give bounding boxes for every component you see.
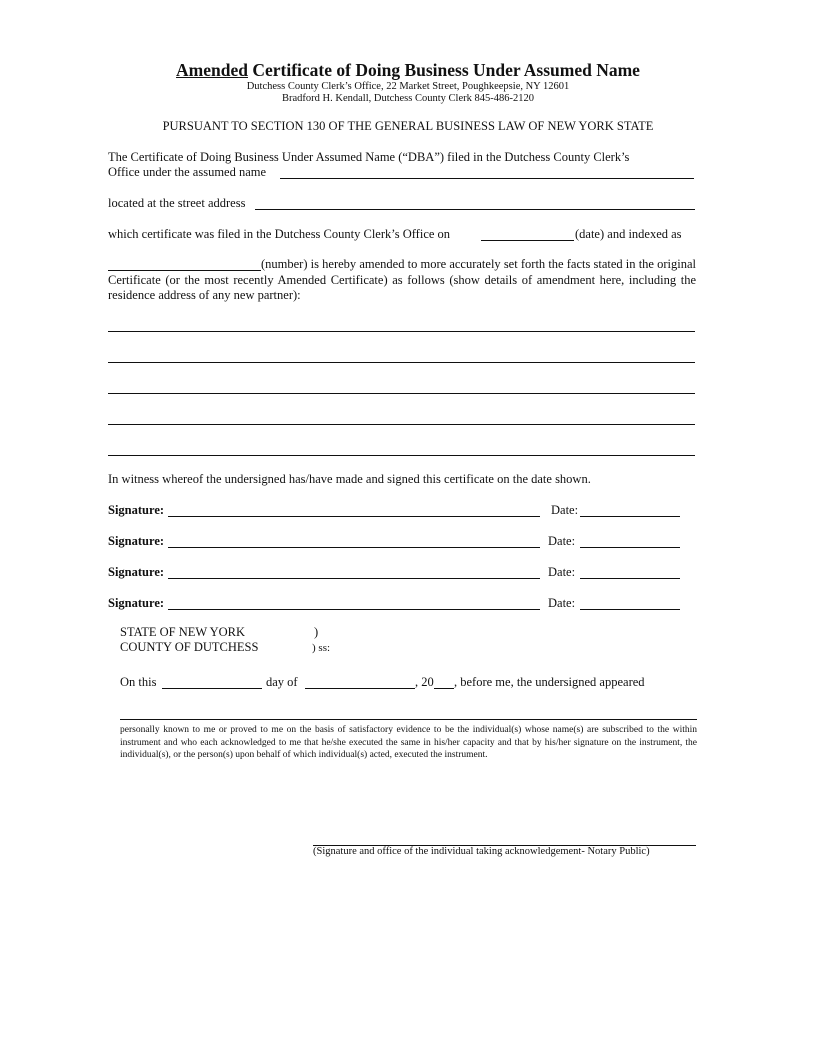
assumed-name-field[interactable] [280, 178, 694, 179]
notary-month-field[interactable] [305, 688, 415, 689]
signature-field-4[interactable] [168, 609, 540, 610]
signature-field-3[interactable] [168, 578, 540, 579]
appeared-name-field[interactable] [120, 719, 697, 720]
intro-line-1: The Certificate of Doing Business Under Assumed Name (“DBA”) filed in the Dutchess County Clerk’s [108, 150, 630, 164]
street-address-label: located at the street address [108, 196, 246, 210]
date-label-2: Date: [548, 534, 576, 548]
date-field-4[interactable] [580, 609, 680, 610]
document-title [0, 60, 816, 81]
signature-field-1[interactable] [168, 516, 540, 517]
amendment-line-4[interactable] [108, 424, 695, 425]
intro-line-2: Office under the assumed name [108, 165, 267, 179]
clerk-address: Dutchess County Clerk’s Office, 22 Market Street, Poughkeepsie, NY 12601 [246, 81, 570, 92]
title-amended: Amended [176, 60, 248, 80]
notary-signature-caption: (Signature and office of the individual taking acknowledgement- Notary Public) [313, 846, 650, 857]
venue-paren: ) [314, 625, 319, 639]
pursuant-heading: PURSUANT TO SECTION 130 OF THE GENERAL BUSINESS LAW OF NEW YORK STATE [162, 119, 654, 133]
clerk-name-phone: Bradford H. Kendall, Dutchess County Clerk 845-486-2120 [282, 93, 534, 104]
year-prefix: , 20 [415, 675, 434, 689]
venue-state: STATE OF NEW YORK [120, 625, 246, 639]
date-label-4: Date: [548, 596, 576, 610]
date-label-3: Date: [548, 565, 576, 579]
amendment-line-2[interactable] [108, 362, 695, 363]
date-field-2[interactable] [580, 547, 680, 548]
signature-label-4: Signature: [108, 596, 165, 610]
date-field-3[interactable] [580, 578, 680, 579]
notary-day-field[interactable] [162, 688, 262, 689]
signature-label-3: Signature: [108, 565, 165, 579]
amendment-line-3[interactable] [108, 393, 695, 394]
filed-date-field[interactable] [481, 240, 574, 241]
signature-label-1: Signature: [108, 503, 165, 517]
day-of-label: day of [266, 675, 298, 689]
on-this-label: On this [120, 675, 157, 689]
amendment-line-5[interactable] [108, 455, 695, 456]
filed-suffix: (date) and indexed as [575, 227, 682, 241]
witness-statement: In witness whereof the undersigned has/have made and signed this certificate on the date shown. [108, 472, 591, 486]
date-label-1: Date: [551, 503, 579, 517]
signature-field-2[interactable] [168, 547, 540, 548]
document-header [0, 60, 816, 105]
notary-year-field[interactable] [434, 688, 454, 689]
signature-label-2: Signature: [108, 534, 165, 548]
title-rest: Certificate of Doing Business Under Assumed Name [247, 60, 640, 80]
venue-county: COUNTY OF DUTCHESS [120, 640, 259, 654]
acknowledgement-text: personally known to me or proved to me on the basis of satisfactory evidence to be the individual(s) whose name(s) are subscribed to the within instrument and who each acknowledged to me that he/she executed the same in his/her capacity and that by his/her signature on the instrument, the individual(s), or the person(s) upon behalf of which individual(s) acted, executed the instrument. [120, 725, 697, 760]
amend-paragraph: (number) is hereby amended to more accurately set forth the facts stated in the original Certificate (or the most recently Amended Certificate) as follows (show details of amendment here, including the residence address of any new partner): [108, 257, 696, 302]
appeared-text: , before me, the undersigned appeared [454, 675, 645, 689]
venue-ss: ) ss: [312, 642, 331, 654]
date-field-1[interactable] [580, 516, 680, 517]
street-address-field[interactable] [255, 209, 695, 210]
filed-prefix: which certificate was filed in the Dutchess County Clerk’s Office on [108, 227, 451, 241]
amendment-line-1[interactable] [108, 331, 695, 332]
